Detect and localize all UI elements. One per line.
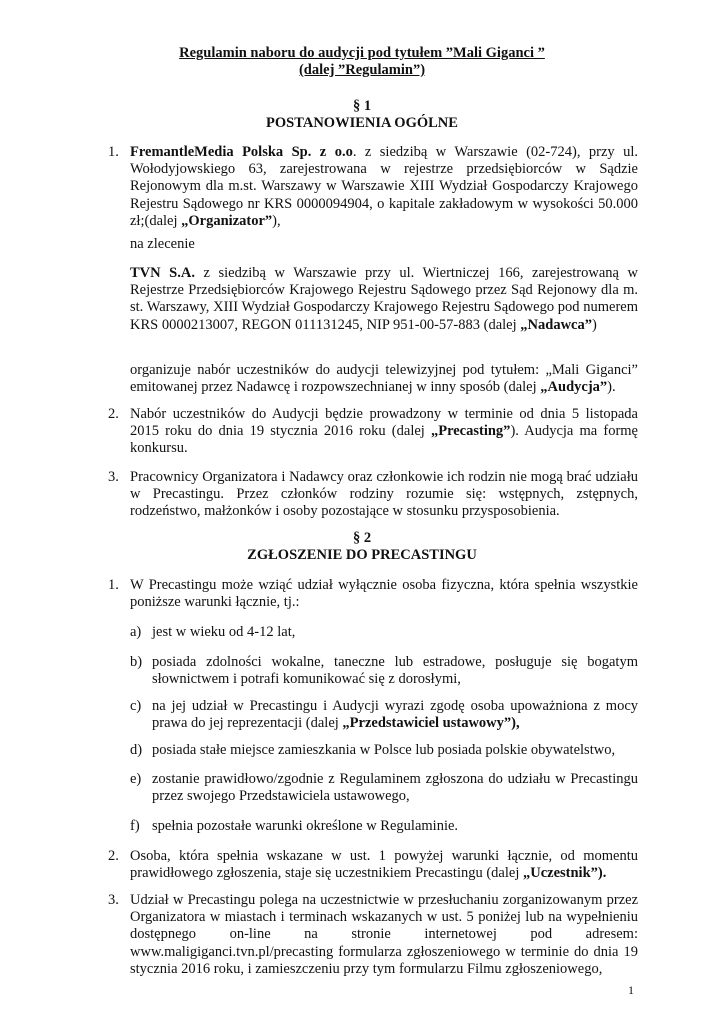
s2-list-c-label: c) bbox=[130, 698, 142, 714]
s2-list-b-text: posiada zdolności wokalne, taneczne lub estradowe, posługuje się bogatym słownictwem i potrafi komunikować się z dorosłymi, bbox=[152, 654, 638, 688]
s1-item-3-paragraph: Pracownicy Organizatora i Nadawcy oraz członkowie ich rodzin nie mogą brać udziału w Precastingu. Przez członków rodziny rozumie się: wstępnych, zstępnych, rodzeństwo, małżonków i osoby pozostające w stosunku przysposobienia. bbox=[130, 469, 638, 520]
s2-list-e-text: zostanie prawidłowo/zgodnie z Regulaminem zgłoszona do udziału w Precastingu przez swojego Przedstawiciela ustawowego, bbox=[152, 771, 638, 805]
s2-item-3-number: 3. bbox=[108, 892, 119, 908]
precasting-term: „Precasting” bbox=[430, 423, 511, 440]
s2-list-f-label: f) bbox=[130, 818, 140, 834]
s2-list-a-label: a) bbox=[130, 624, 142, 640]
document-title: Regulamin naboru do audycji pod tytułem ”Mali Giganci ” bbox=[179, 45, 545, 61]
s2-item-2-number: 2. bbox=[108, 848, 119, 864]
s2-list-b-label: b) bbox=[130, 654, 143, 670]
s1-item-2-paragraph: Nabór uczestników do Audycji będzie prowadzony w terminie od dnia 5 listopada 2015 roku do dnia 19 stycznia 2016 roku (dalej „Precasting”). Audycja ma formę konkursu. bbox=[130, 406, 638, 457]
page-number: 1 bbox=[628, 983, 634, 997]
audition-term: „Audycja” bbox=[540, 379, 608, 396]
s2-list-e-label: e) bbox=[130, 771, 142, 787]
document-subtitle: (dalej ”Regulamin”) bbox=[298, 62, 426, 78]
s2-item-1-number: 1. bbox=[108, 577, 119, 593]
s2-item-1-paragraph: W Precastingu może wziąć udział wyłącznie osoba fizyczna, która spełnia wszystkie poniższe warunki łącznie, tj.: bbox=[130, 577, 638, 611]
broadcaster-name: TVN S.A. bbox=[130, 265, 195, 281]
s1-item-3-number: 3. bbox=[108, 469, 119, 485]
s2-list-f-text: spełnia pozostałe warunki określone w Regulaminie. bbox=[152, 818, 459, 834]
s2-list-d-label: d) bbox=[130, 742, 143, 758]
s1-item-2-number: 2. bbox=[108, 406, 119, 422]
section-2-heading: ZGŁOSZENIE DO PRECASTINGU bbox=[247, 547, 477, 563]
s2-list-a-text: jest w wieku od 4-12 lat, bbox=[152, 624, 296, 640]
organizer-name: FremantleMedia Polska Sp. z o.o bbox=[130, 144, 353, 160]
s2-item-2-paragraph: Osoba, która spełnia wskazane w ust. 1 powyżej warunki łącznie, od momentu prawidłowego zgłoszenia, staje się uczestnikiem Precastingu (dalej „Uczestnik”). bbox=[130, 848, 638, 882]
on-behalf-text: na zlecenie bbox=[130, 236, 195, 252]
s1-organizes-paragraph: organizuje nabór uczestników do audycji telewizyjnej pod tytułem: „Mali Giganci” emitowanej przez Nadawcę i rozpowszechnianej w inny sposób (dalej „Audycja”). bbox=[130, 362, 638, 396]
participant-term: „Uczestnik”). bbox=[522, 865, 607, 882]
s2-item-3-paragraph: Udział w Precastingu polega na uczestnictwie w przesłuchaniu zorganizowanym przez Organizatora w miastach i terminach wskazanych w ust. 5 poniżej lub na wypełnieniu dostępnego on-line na stronie internetowej pod adresem: www.maligiganci.tvn.pl/precasting formularza zgłoszeniowego w terminie do dnia 19 stycznia 2016 roku, i zamieszczeniu przy tym formularzu Filmu zgłoszeniowego, bbox=[130, 892, 638, 977]
s2-list-c-text: na jej udział w Precastingu i Audycji wyrazi zgodę osoba upoważniona z mocy prawa do jej reprezentacji (dalej „Przedstawiciel ustawowy”), bbox=[152, 698, 638, 732]
s1-broadcaster-paragraph: TVN S.A. z siedzibą w Warszawie przy ul. Wiertniczej 166, zarejestrowaną w Rejestrze Przedsiębiorców Krajowego Rejestru Sądowego przez Sąd Rejonowy dla m. st. Warszawy, XIII Wydział Gospodarczy Krajowego Rejestru Sądowego pod numerem KRS 0000213007, REGON 011131245, NIP 951-00-57-883 (dalej „Nadawca”) bbox=[130, 265, 638, 333]
s2-list-d-text: posiada stałe miejsce zamieszkania w Polsce lub posiada polskie obywatelstwo, bbox=[152, 742, 616, 758]
s1-item-1-number: 1. bbox=[108, 144, 119, 160]
legal-representative-term: „Przedstawiciel ustawowy”), bbox=[342, 715, 520, 732]
s1-item-1-organizer-paragraph: FremantleMedia Polska Sp. z o.o. z siedzibą w Warszawie (02-724), przy ul. Wołodyjowskiego 63, zarejestrowana w rejestrze przedsiębiorców w Sądzie Rejonowym dla m.st. Warszawy w Warszawie XIII Wydział Gospodarczy Krajowego Rejestru Sądowego nr KRS 0000094904, o kapitale zakładowym w wysokości 50.000 zł;(dalej „Organizator”), bbox=[130, 144, 639, 229]
broadcaster-term: „Nadawca” bbox=[520, 316, 592, 333]
organizer-term: „Organizator” bbox=[181, 212, 273, 229]
section-1-number: § 1 bbox=[352, 98, 372, 114]
section-1-heading: POSTANOWIENIA OGÓLNE bbox=[266, 115, 458, 131]
section-2-number: § 2 bbox=[352, 530, 372, 546]
